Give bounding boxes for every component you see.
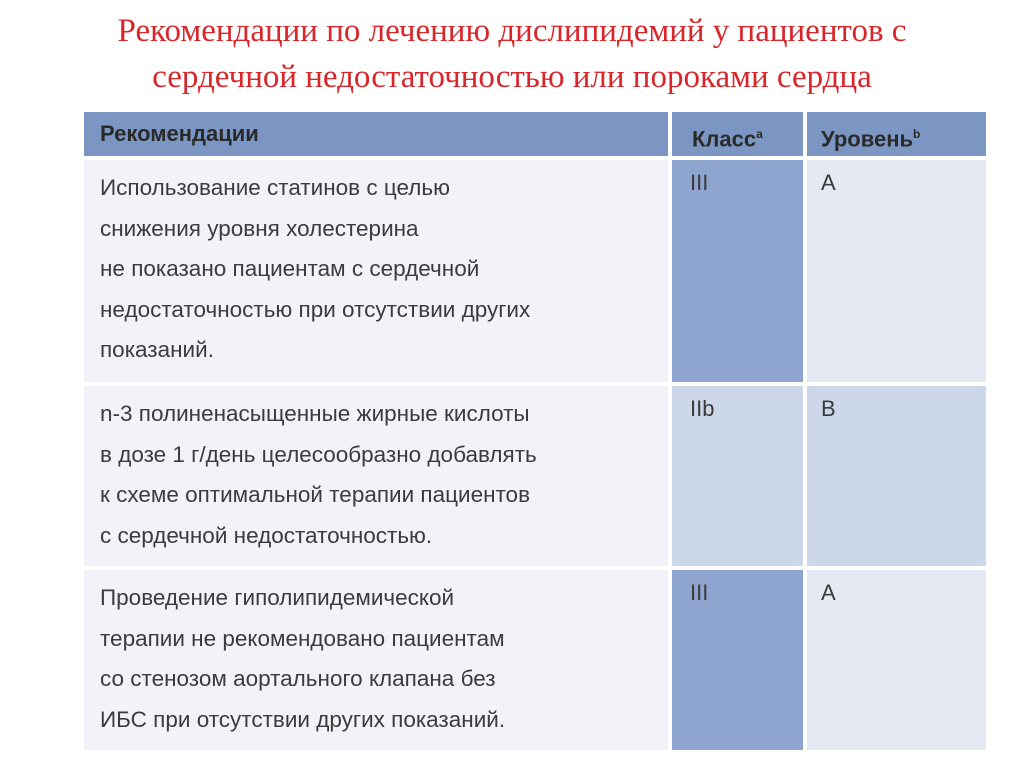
row-3-line-3: со стенозом аортального клапана без — [100, 666, 496, 691]
row-3-line-1: Проведение гиполипидемической — [100, 585, 455, 610]
row-1-line-2: снижения уровня холестерина — [100, 215, 419, 241]
header-recommendations-label: Рекомендации — [100, 121, 259, 146]
title-line-1: Рекомендации по лечению дислипидемий у пациентов с — [117, 13, 907, 49]
header-class-label: Класс — [692, 126, 757, 152]
header-class — [672, 112, 803, 156]
row-1-line-5: показаний. — [100, 337, 214, 362]
slide-title — [10, 8, 1014, 100]
row-2-line-4: с сердечной недостаточностью. — [100, 522, 433, 548]
table-row-3-class: III — [672, 570, 803, 750]
table-row-1-level: A — [807, 160, 986, 382]
title-line-2: сердечной недостаточностью или пороками сердца — [152, 59, 872, 95]
row-1-line-4: недостаточностью при отсутствии других — [100, 296, 531, 322]
table-row-2-level: B — [807, 386, 986, 566]
header-level-label: Уровень — [821, 126, 914, 152]
row-1-line-3: не показано пациентам с сердечной — [100, 256, 480, 281]
row-2-line-3: к схеме оптимальной терапии пациентов — [100, 482, 531, 507]
header-class-sup: a — [756, 127, 763, 141]
table-row-3-level: A — [807, 570, 986, 750]
recommendations-table — [84, 112, 986, 750]
table-row-1-text — [84, 160, 668, 382]
row-3-line-4: ИБС при отсутствии других показаний. — [100, 706, 506, 732]
header-recommendations — [84, 112, 668, 156]
row-2-line-2: в дозе 1 г/день целесообразно добавлять — [100, 441, 537, 467]
table-row-3-text — [84, 570, 668, 750]
row-1-line-1: Использование статинов с целью — [100, 175, 450, 200]
table-row-2-text — [84, 386, 668, 566]
header-level-sup: b — [913, 127, 921, 141]
header-level — [807, 112, 986, 156]
row-2-line-1: n-3 полиненасыщенные жирные кислоты — [100, 401, 530, 426]
table-row-2-class: IIb — [672, 386, 803, 566]
table-row-1-class: III — [672, 160, 803, 382]
row-3-line-2: терапии не рекомендовано пациентам — [100, 625, 505, 651]
